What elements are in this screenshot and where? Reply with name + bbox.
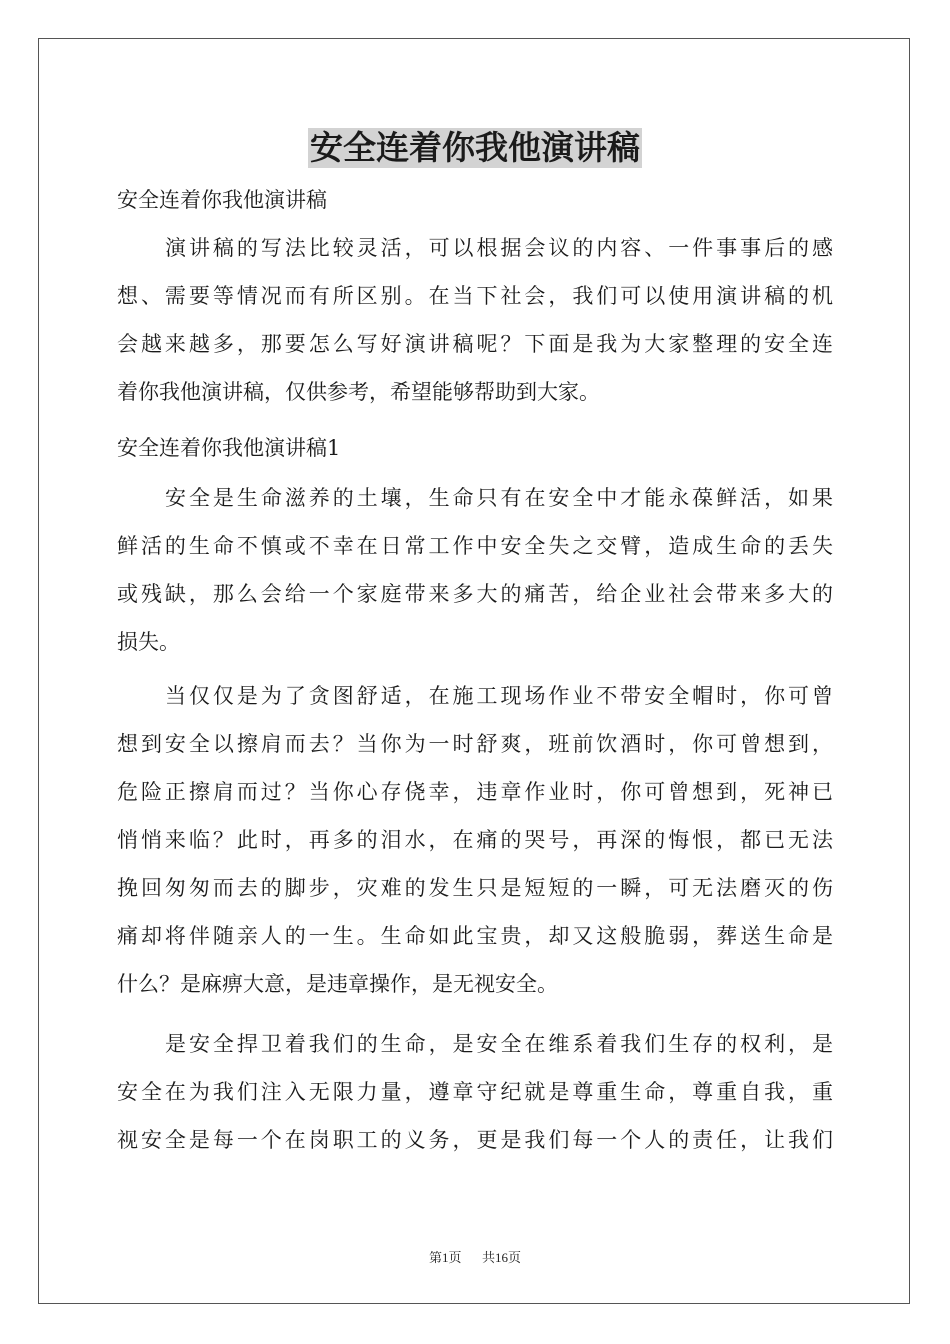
intro-line: 着你我他演讲稿，仅供参考，希望能够帮助到大家。 xyxy=(117,380,600,404)
paragraph-line: 悄悄来临？此时，再多的泪水，在痛的哭号，再深的悔恨，都已无法 xyxy=(117,828,833,852)
document-title: 安全连着你我他演讲稿 xyxy=(310,128,640,167)
paragraph-line: 什么？是麻痹大意，是违章操作，是无视安全。 xyxy=(117,972,558,996)
page-number: 第1页 xyxy=(428,1250,462,1265)
paragraph-line: 想到安全以擦肩而去？当你为一时舒爽，班前饮酒时，你可曾想到， xyxy=(117,732,833,756)
paragraph-line: 鲜活的生命不慎或不幸在日常工作中安全失之交臂，造成生命的丢失 xyxy=(117,534,833,558)
document-subtitle: 安全连着你我他演讲稿 xyxy=(117,188,327,212)
page-total: 共16页 xyxy=(482,1250,522,1265)
intro-line: 会越来越多，那要怎么写好演讲稿呢？下面是我为大家整理的安全连 xyxy=(117,332,833,356)
paragraph-line: 痛却将伴随亲人的一生。生命如此宝贵，却又这般脆弱，葬送生命是 xyxy=(117,924,833,948)
intro-line: 演讲稿的写法比较灵活，可以根据会议的内容、一件事事后的感 xyxy=(165,236,833,260)
paragraph-line: 损失。 xyxy=(117,630,180,654)
title-block xyxy=(0,128,950,168)
paragraph-line: 是安全捍卫着我们的生命，是安全在维系着我们生存的权利，是 xyxy=(165,1032,833,1056)
page-footer xyxy=(0,1247,950,1266)
paragraph-line: 安全是生命滋养的土壤，生命只有在安全中才能永葆鲜活，如果 xyxy=(165,486,833,510)
intro-line: 想、需要等情况而有所区别。在当下社会，我们可以使用演讲稿的机 xyxy=(117,284,833,308)
paragraph-line: 安全在为我们注入无限力量，遵章守纪就是尊重生命，尊重自我，重 xyxy=(117,1080,833,1104)
paragraph-line: 或残缺，那么会给一个家庭带来多大的痛苦，给企业社会带来多大的 xyxy=(117,582,833,606)
paragraph-line: 危险正擦肩而过？当你心存侥幸，违章作业时，你可曾想到，死神已 xyxy=(117,780,833,804)
page-border xyxy=(38,38,910,1304)
section-heading: 安全连着你我他演讲稿1 xyxy=(117,436,341,460)
paragraph-line: 当仅仅是为了贪图舒适，在施工现场作业不带安全帽时，你可曾 xyxy=(165,684,833,708)
paragraph-line: 挽回匆匆而去的脚步，灾难的发生只是短短的一瞬，可无法磨灭的伤 xyxy=(117,876,833,900)
paragraph-line: 视安全是每一个在岗职工的义务，更是我们每一个人的责任，让我们 xyxy=(117,1128,833,1152)
